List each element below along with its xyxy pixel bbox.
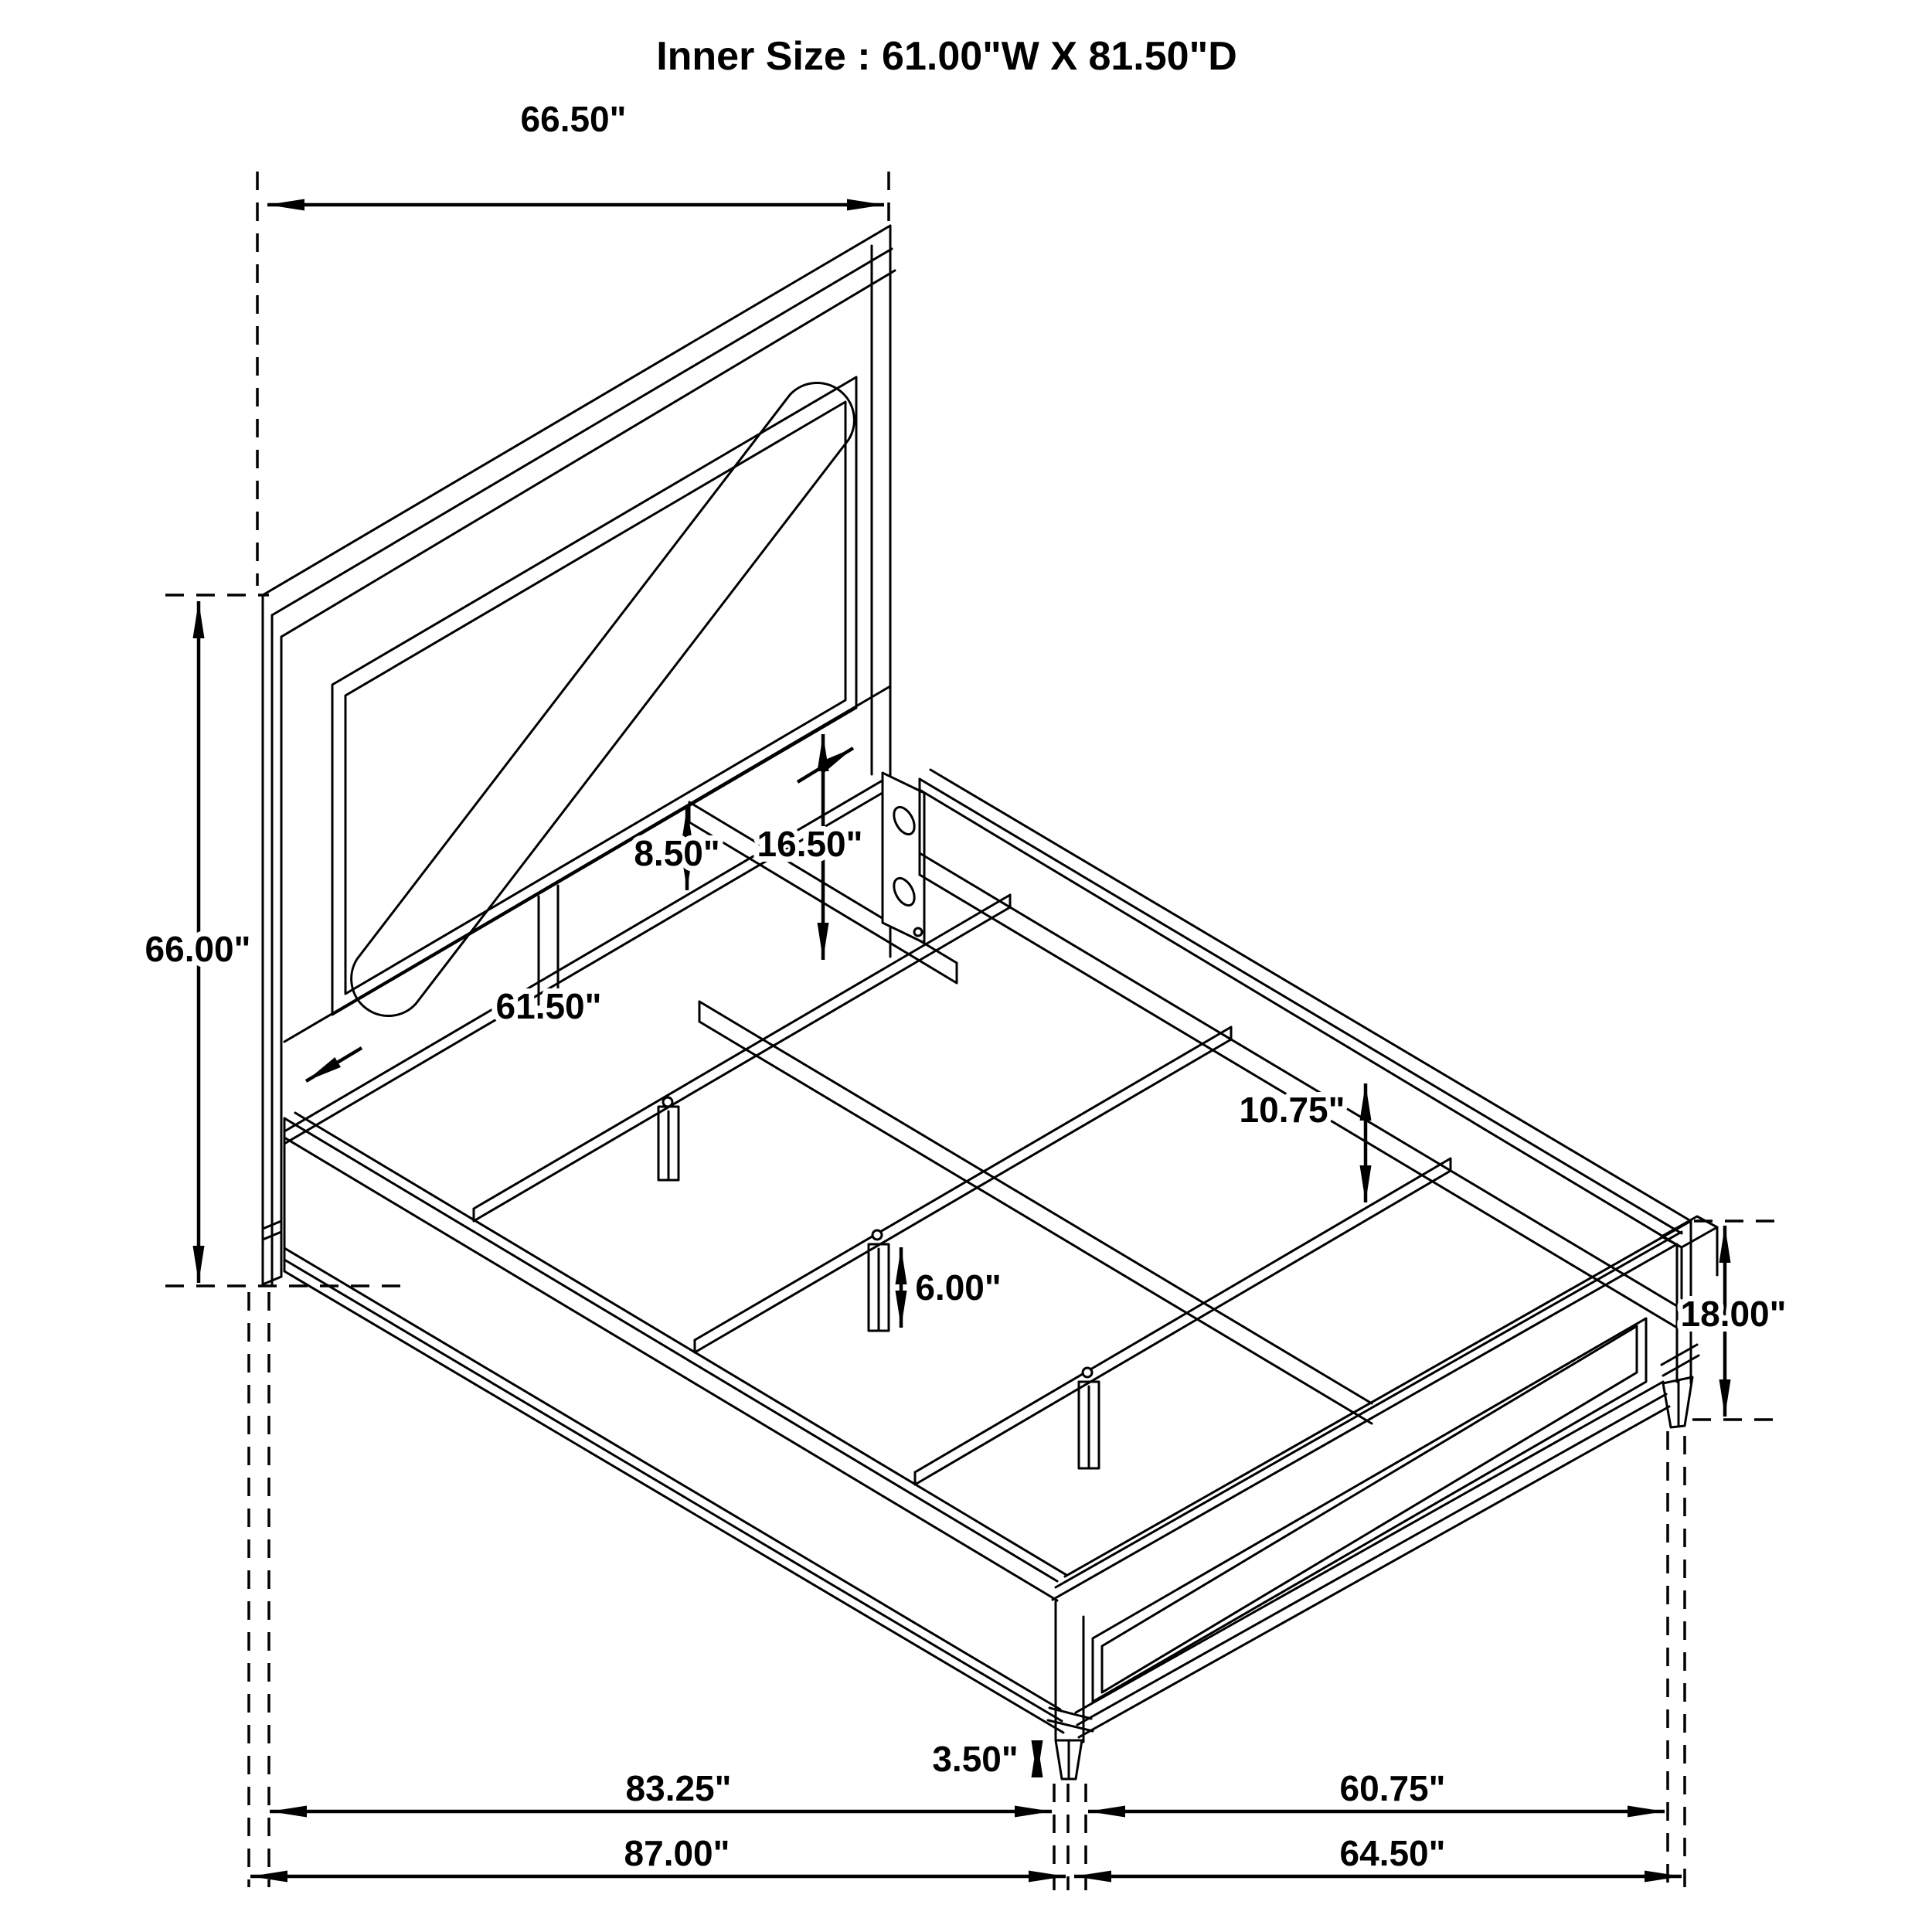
dim-headboard-clearance: 16.50"	[757, 824, 863, 864]
dim-headboard-inner-width: 61.50"	[495, 986, 602, 1026]
dim-headboard-rail-height: 8.50"	[634, 833, 720, 873]
dim-footboard-width-inner: 60.75"	[1339, 1768, 1446, 1808]
dim-footboard-height: 18.00"	[1680, 1294, 1787, 1334]
headboard	[263, 226, 957, 1284]
dim-headboard-height: 66.00"	[145, 929, 251, 969]
dim-footboard-width-overall: 64.50"	[1339, 1833, 1446, 1873]
page-title: Inner Size : 61.00"W X 81.50"D	[656, 34, 1237, 79]
slat-leg	[869, 1244, 889, 1331]
dim-frame-length-overall: 87.00"	[624, 1833, 730, 1873]
center-rail	[699, 1002, 1372, 1423]
slat-leg	[658, 1107, 679, 1180]
footboard-leg	[1663, 1377, 1692, 1427]
dimension-lines	[199, 205, 1725, 1876]
slats	[474, 895, 1451, 1485]
footboard	[1048, 1216, 1717, 1779]
slat-leg	[1079, 1382, 1099, 1468]
extension-lines	[165, 172, 1785, 1890]
dim-frame-length-inner: 83.25"	[625, 1768, 732, 1808]
dim-rail-to-slat-height: 10.75"	[1239, 1090, 1345, 1130]
footboard-leg	[1056, 1740, 1082, 1779]
dim-headboard-width: 66.50"	[520, 99, 627, 139]
dim-foot-leg-height: 3.50"	[932, 1739, 1019, 1779]
dim-slat-leg-height: 6.00"	[915, 1267, 1002, 1308]
side-rail-left	[284, 1113, 1066, 1733]
rail-bracket	[883, 773, 924, 943]
